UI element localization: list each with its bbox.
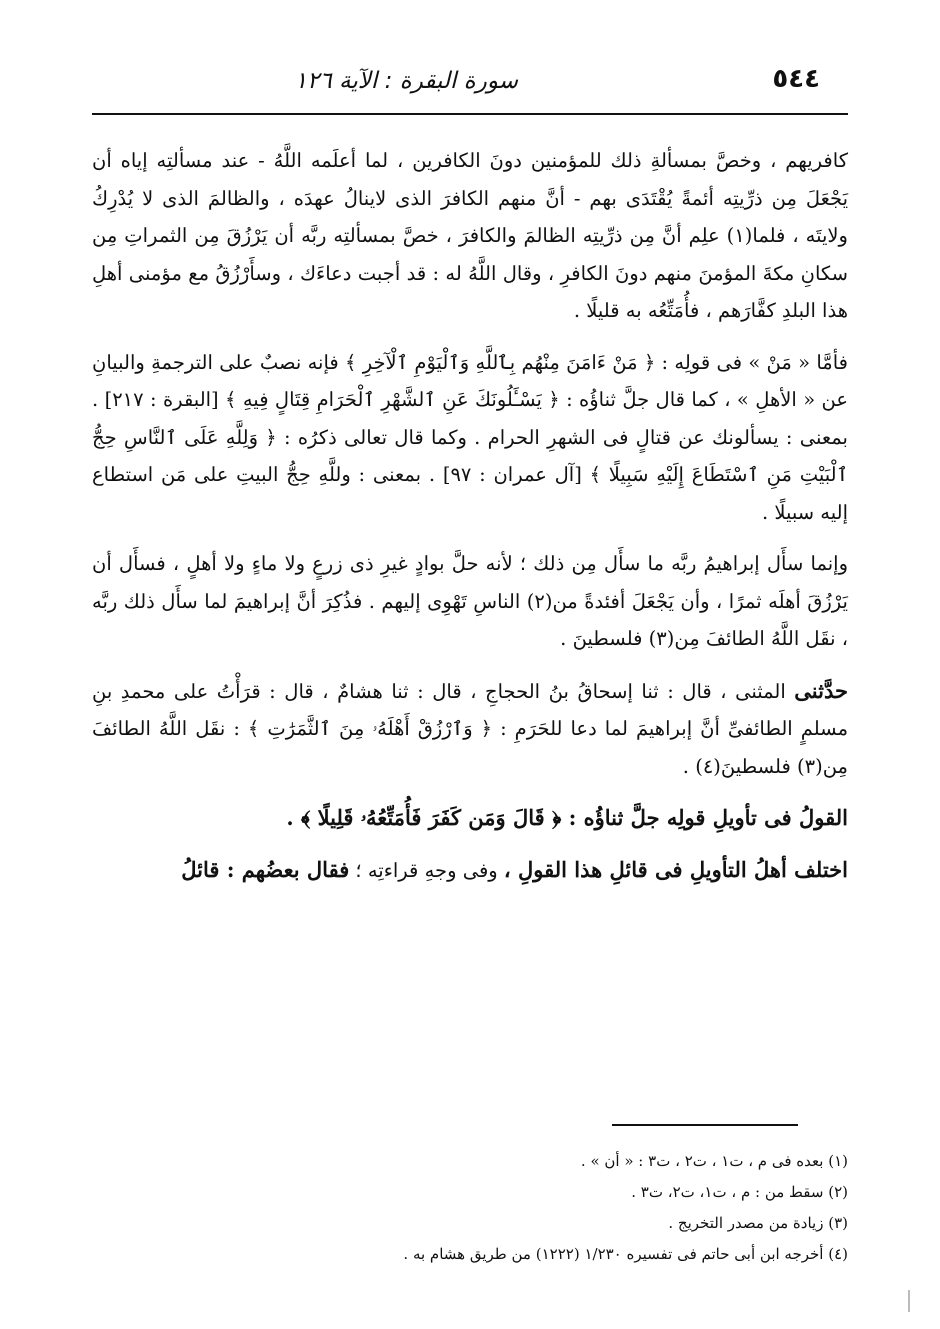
page-number: ٥٤٤	[772, 64, 820, 94]
paragraph-3	[92, 545, 848, 658]
footnote-1: (١) بعده فى م ، ت١ ، ت٢ ، ت٣ : « أن » .	[580, 1152, 848, 1170]
main-text	[92, 142, 848, 889]
line: تعالى ذكرُه : ﴿ وَلِلَّهِ عَلَى ٱلنَّاسِ حِجُّ ٱلْبَيْتِ مَنِ ٱسْتَطَاعَ إِلَيْهِ سَبِيلًا ﴾ [آل عمران :	[92, 425, 849, 486]
paragraph-1	[92, 142, 848, 330]
line: نقَل اللَّهُ الطائفَ مِن(٣) فلسطينَ(٤) .	[92, 717, 848, 778]
line: أهلٍ ، فسأَل أن يَرْزُقَ أهلَه ثمرًا ، وأن يَجْعَلَ أفئدةً من(٢) الناسِ تَهْوِى إليهم . فذُكِرَ أنَّ	[92, 552, 848, 613]
line: قِتَالٍ فِيهِ ﴾ [البقرة : ٢١٧] . بمعنى : يسألونك عن قتالٍ فى الشهرِ الحرام . وكما قال	[92, 388, 848, 449]
line: والظالمَ الذى لا يُدْرِكُ ولايتَه ، فلما(١) علِم أنَّ مِن ذرِّيتِه الظالمَ والكافرَ ، خصَّ	[92, 186, 848, 247]
line: فأمَّا « مَنْ » فى قولِه : ﴿ مَنْ ءَامَنَ مِنْهُم بِٱللَّهِ وَٱلْيَوْمِ ٱلْآخِرِ ﴾ فإنه نصبٌ على	[219, 350, 849, 374]
line: الترجمةِ والبيانِ عن « الأهلِ » ، كما قال جلَّ ثناؤُه : ﴿ يَسْـَٔلُونَكَ عَنِ ٱلشَّهْرِ ٱلْحَرَامِ	[92, 350, 848, 411]
last-line-normal: وفى وجهِ قراءتِه ؛	[349, 858, 504, 882]
paragraph-5	[92, 851, 848, 890]
running-title: سورة البقرة : الآية ١٢٦	[294, 68, 518, 94]
line: إياه أن يَجْعَلَ مِن ذرِّيتِه أئمةً يُقْتَدَى بهم - أنَّ منهم الكافرَ الذى لاينالُ عهدَه ،	[92, 149, 849, 210]
footnote-2: (٢) سقط من : م ، ت١، ت٢، ت٣ .	[631, 1183, 848, 1201]
footnote-3: (٣) زيادة من مصدر التخريج .	[668, 1214, 848, 1232]
last-line-bold-start: اختلف أهلُ التأويلِ فى قائلِ هذا القولِ ،	[503, 856, 848, 882]
header-rule	[92, 113, 848, 115]
page-header	[92, 62, 848, 106]
footnote-rule	[612, 1124, 798, 1126]
paragraph-4	[92, 672, 848, 786]
line: بمسألتِه ربَّه أن يَرْزُقَ مِن الثمراتِ مِن سكانِ مكةَ المؤمنَ منهم دونَ الكافرِ ، وقال اللَّهُ	[92, 224, 848, 285]
line: وإنما سأَل إبراهيمُ ربَّه ما سأَل مِن ذلك ؛ لأنه حلَّ بوادٍ غيرِ ذى زرعٍ ولا ماءٍ ولا	[224, 552, 848, 575]
line: المثنى ، قال : ثنا إسحاقُ بنُ الحجاجِ ، قال : ثنا هشامٌ ، قال : قرَأْتُ على	[173, 679, 795, 703]
paragraph-2	[92, 344, 848, 532]
last-line-bold-end: فقال بعضُهم : قائلُ	[181, 856, 350, 882]
line: له : قد أجبت دعاءَك ، وسأَرْزُقُ مع مؤمنى أهلِ هذا البلدِ كفَّارَهم ، فأُمَتِّعُه به قليلًا .	[92, 261, 848, 322]
hadith-lead: حدَّثنى	[794, 677, 848, 703]
scan-edge-mark	[908, 1290, 910, 1312]
line: كافريهم ، وخصَّ بمسألةِ ذلك للمؤمنين دونَ الكافرين ، لما أعلَمه اللَّهُ - عند مسألتِه	[156, 149, 848, 172]
line: إبراهيمَ لما سأَل ذلك ربَّه ، نقَل اللَّهُ الطائفَ مِن(٣) فلسطينَ .	[92, 589, 848, 650]
footnote-4: (٤) أخرجه ابن أبى حاتم فى تفسيره ١/٢٣٠ (١٢٢٢) من طريق هشام به .	[403, 1245, 848, 1263]
footnotes	[92, 1146, 848, 1270]
line: محمدِ بنِ مسلمٍ الطائفىِّ أنَّ إبراهيمَ لما دعا للحَرَمِ : ﴿ وَٱرْزُقْ أَهْلَهُۥ مِنَ ٱلثَّمَرَٰتِ ﴾ :	[92, 679, 849, 740]
section-heading: القولُ فى تأويلِ قولِه جلَّ ثناؤُه : ﴿ قَالَ وَمَن كَفَرَ فَأُمَتِّعُهُۥ قَلِيلًا ﴾ .	[286, 805, 848, 830]
line: ٩٧] . بمعنى : وللَّهِ حِجُّ البيتِ على مَن استطاع إليه سبيلًا .	[92, 463, 848, 524]
